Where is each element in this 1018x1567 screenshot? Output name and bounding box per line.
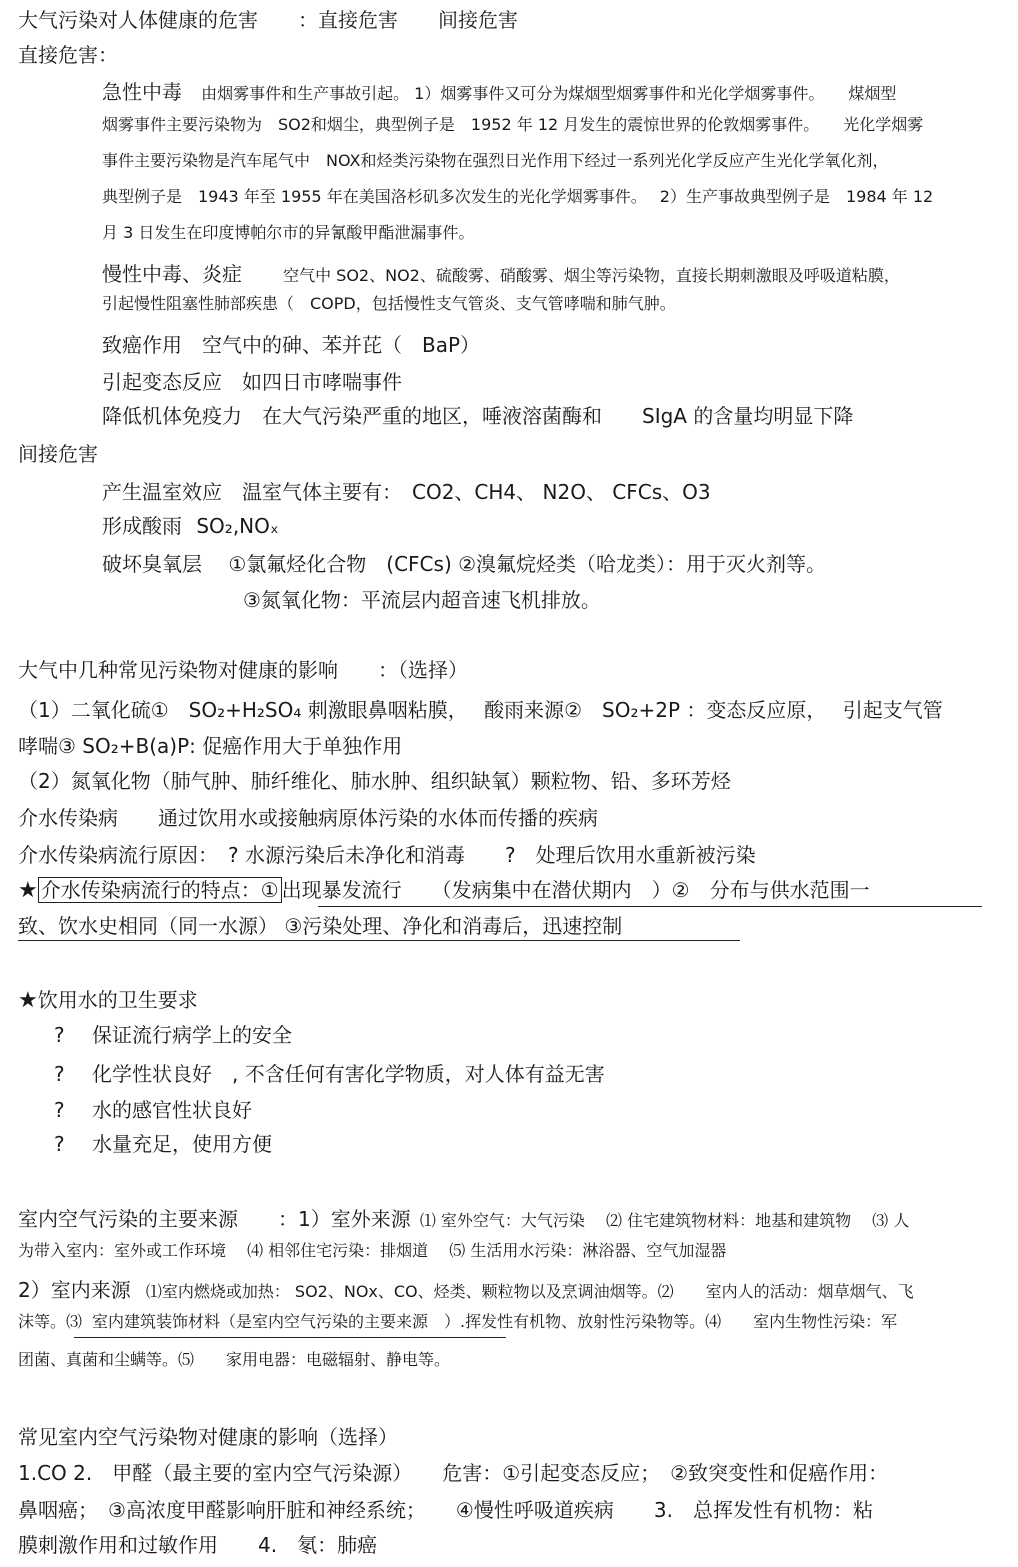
bullet-icon: ? xyxy=(54,1023,65,1047)
feature-line2: 致、饮水史相同（同一水源） ③污染处理、净化和消毒后，迅速控制 xyxy=(18,914,623,938)
indoor-internal-label: 2）室内来源 xyxy=(18,1278,131,1302)
acid-rain-label: 形成酸雨 xyxy=(102,514,182,538)
section1-title: 大气污染对人体健康的危害 ：直接危害 间接危害 xyxy=(18,8,518,32)
section3-title-line xyxy=(18,990,198,1012)
greenhouse-line: 产生温室效应 温室气体主要有： CO2、CH4、 N2O、 CFCs、O3 xyxy=(102,480,711,504)
water-disease-line: 介水传染病 通过饮用水或接触病原体污染的水体而传播的疾病 xyxy=(18,806,598,830)
indoor-line1 xyxy=(18,1209,909,1229)
list-item xyxy=(54,1100,252,1120)
feature-boxed: 介水传染病流行的特点：① xyxy=(38,877,282,903)
list-item-text: 化学性状良好 , 不含任何有害化学物质，对人体有益无害 xyxy=(92,1062,605,1086)
list-item xyxy=(54,1025,292,1045)
so2-line2: 哮喘③ SO₂+B(a)P: 促癌作用大于单独作用 xyxy=(18,734,403,758)
so2-line1: （1）二氧化硫① SO₂+H₂SO₄ 刺激眼鼻咽粘膜， 酸雨来源② SO₂+2P ：变态反应原， 引起支气管 xyxy=(18,698,943,722)
indoor-line5: 团菌、真菌和尘螨等。⑸ 家用电器：电磁辐射、静电等。 xyxy=(18,1350,451,1369)
feature-line1 xyxy=(18,880,870,902)
acute-line4: 典型例子是 1943 年至 1955 年在美国洛杉矶多次发生的光化学烟雾事件。 2）生产事故典型例子是 1984 年 12 xyxy=(102,187,934,206)
indoor-line4 xyxy=(18,1314,897,1330)
allergy-line: 引起变态反应 如四日市哮喘事件 xyxy=(102,370,402,394)
water-cause-line: 介水传染病流行原因： ? 水源污染后未净化和消毒 ? 处理后饮用水重新被污染 xyxy=(18,843,756,867)
no2-line: （2）氮氧化物（肺气肿、肺纤维化、肺水肿、组织缺氧）颗粒物、铅、多环芳烃 xyxy=(18,769,731,793)
list-item-text: 保证流行病学上的安全 xyxy=(92,1023,292,1047)
indoor-internal-sources: ⑴室内燃烧或加热： SO2、NOx、CO、烃类、颗粒物以及烹调油烟等。⑵ 室内人的活动：烟草烟气、飞 xyxy=(145,1282,914,1301)
chronic-line2: 引起慢性阻塞性肺部疾患（ COPD，包括慢性支气管炎、支气管哮喘和肺气肿。 xyxy=(102,294,676,313)
list-item xyxy=(54,1134,272,1154)
feature-underline2 xyxy=(18,940,740,941)
acute-text1: 由烟雾事件和生产事故引起。 1）烟雾事件又可分为煤烟型烟雾事件和光化学烟雾事件。 煤烟型 xyxy=(201,84,897,103)
acute-line5: 月 3 日发生在印度博帕尔市的异氰酸甲酯泄漏事件。 xyxy=(102,223,475,242)
feature-underline1 xyxy=(318,906,982,907)
immunity-line: 降低机体免疫力 在大气污染严重的地区，唾液溶菌酶和 SIgA 的含量均明显下降 xyxy=(102,404,854,428)
indoor-l4-pre: 沫等。⑶ xyxy=(18,1312,83,1331)
direct-heading: 直接危害： xyxy=(18,43,118,67)
section5-title: 常见室内空气污染物对健康的影响（选择） xyxy=(18,1425,398,1449)
acute-line2: 烟雾事件主要污染物为 SO2和烟尘，典型例子是 1952 年 12 月发生的震惊世界的伦敦烟雾事件。 光化学烟雾 xyxy=(102,115,924,134)
acid-rain-line xyxy=(102,516,279,536)
acute-line3: 事件主要污染物是汽车尾气中 NOX和烃类污染物在强烈日光作用下经过一系列光化学反应产生光化学氧化剂， xyxy=(102,151,889,170)
list-item xyxy=(54,1064,605,1084)
list-item-text: 水量充足，使用方便 xyxy=(92,1132,272,1156)
indoor-line2: 为带入室内：室外或工作环境 ⑷ 相邻住宅污染：排烟道 ⑸ 生活用水污染：淋浴器、空气加湿器 xyxy=(18,1241,727,1260)
star-icon: ★ xyxy=(18,988,38,1013)
section5-line2: 鼻咽癌； ③高浓度甲醛影响肝脏和神经系统； ④慢性呼吸道疾病 3. 总挥发性有机物：粘 xyxy=(18,1498,873,1522)
acute-term: 急性中毒 xyxy=(102,80,182,104)
feature-rest: 出现暴发流行 （发病集中在潜伏期内 ）② 分布与供水范围一 xyxy=(281,878,870,902)
chronic-term: 慢性中毒、炎症 xyxy=(102,262,242,286)
acid-rain-value: SO₂,NOₓ xyxy=(196,514,279,538)
bullet-icon: ? xyxy=(54,1098,65,1122)
acute-line1 xyxy=(102,82,896,102)
ozone-line1: 破坏臭氧层 ①氯氟烃化合物 (CFCs) ②溴氟烷烃类（哈龙类）：用于灭火剂等。 xyxy=(102,552,827,576)
indoor-l4-underlined: 室内建筑装饰材料（是室内空气污染的主要来源 ） xyxy=(92,1312,461,1331)
chronic-line1 xyxy=(102,264,900,284)
star-icon: ★ xyxy=(18,878,38,903)
section3-title: 饮用水的卫生要求 xyxy=(37,988,198,1012)
list-item-text: 水的感官性状良好 xyxy=(92,1098,252,1122)
ozone-line2: ③氮氧化物：平流层内超音速飞机排放。 xyxy=(243,588,601,612)
indirect-heading: 间接危害 xyxy=(18,442,98,466)
section5-line3: 膜刺激作用和过敏作用 4. 氡：肺癌 xyxy=(18,1533,378,1557)
indoor-l4-post: .挥发性有机物、放射性污染物等。⑷ 室内生物性污染：军 xyxy=(460,1312,898,1331)
cancer-line: 致癌作用 空气中的砷、苯并芘（ BaP） xyxy=(102,333,481,357)
indoor-underline xyxy=(74,1337,506,1338)
indoor-line3 xyxy=(18,1280,914,1300)
bullet-icon: ? xyxy=(54,1062,65,1086)
indoor-outdoor-sources: ⑴ 室外空气：大气污染 ⑵ 住宅建筑物材料：地基和建筑物 ⑶ 人 xyxy=(419,1211,910,1230)
indoor-title: 室内空气污染的主要来源 ：1）室外来源 xyxy=(18,1207,411,1231)
bullet-icon: ? xyxy=(54,1132,65,1156)
chronic-text1: 空气中 SO2、NO2、硫酸雾、硝酸雾、烟尘等污染物，直接长期刺激眼及呼吸道粘膜， xyxy=(283,266,900,285)
section5-line1: 1.CO 2. 甲醛（最主要的室内空气污染源） 危害：①引起变态反应； ②致突变性和促癌作用： xyxy=(18,1461,889,1485)
section2-title: 大气中几种常见污染物对健康的影响 ：（选择） xyxy=(18,658,468,682)
